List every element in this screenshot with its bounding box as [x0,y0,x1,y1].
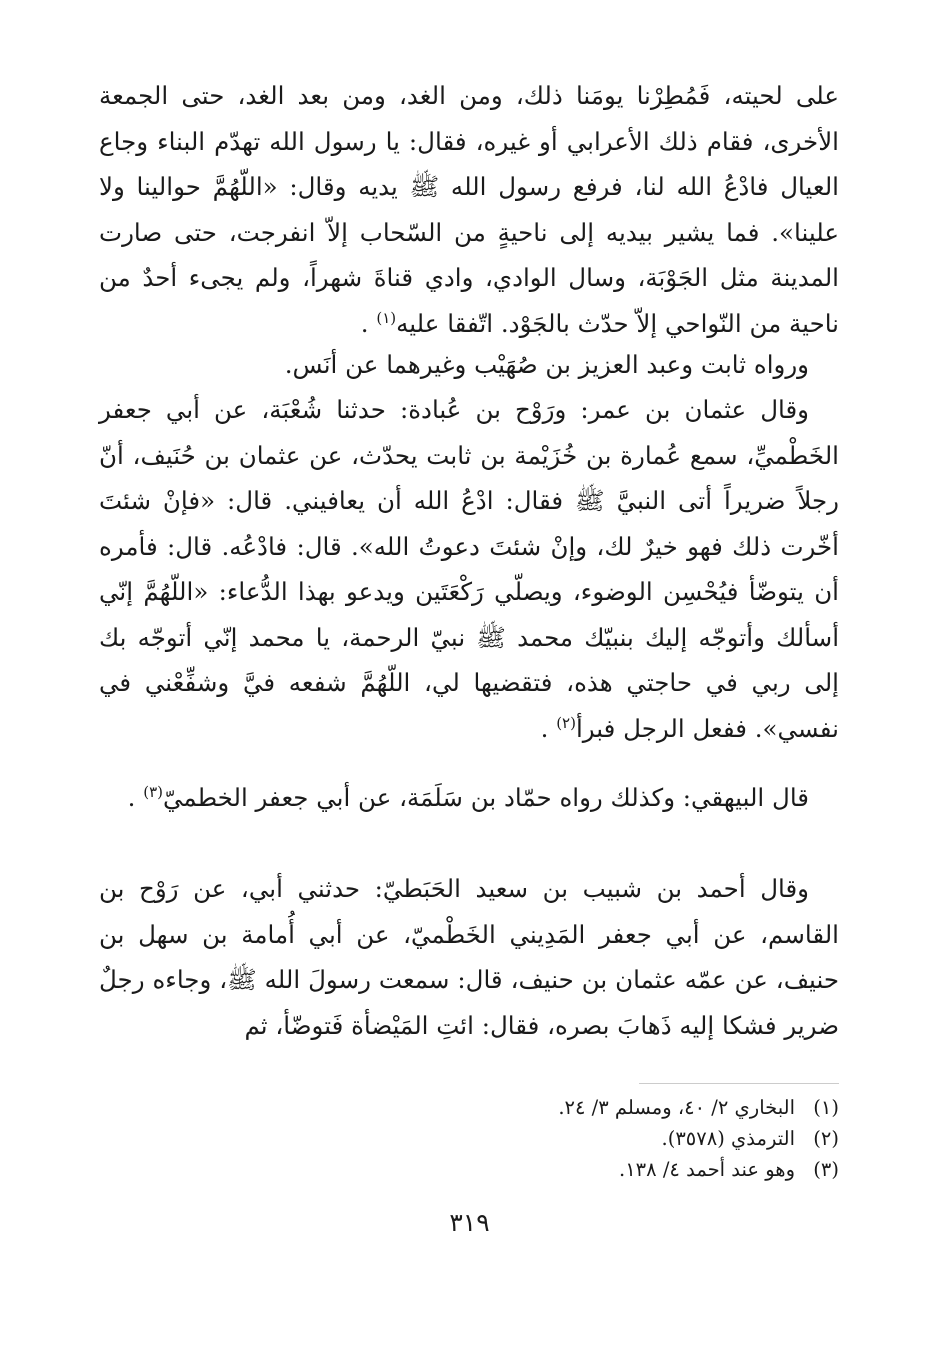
body-paragraph-2 [99,342,839,388]
footnote-ref-3: (٣) [143,782,163,801]
footnote-number: (١) [813,1096,839,1119]
footnote-number: (٢) [813,1127,839,1150]
paragraph-text: قال البيهقي: وكذلك رواه حمّاد بن سَلَمَة، عن أبي جعفر الخطميّ [162,783,809,812]
page-number: ٣١٩ [449,1208,490,1237]
footnote-text: وهو عند أحمد ٤/ ١٣٨. [619,1158,795,1181]
footnote-divider [639,1083,839,1084]
body-paragraph-1 [99,73,839,346]
paragraph-text: وقال أحمد بن شبيب بن سعيد الحَبَطيّ: حدثني أبي، عن رَوْح بن القاسم، عن أبي جعفر المَدِيني الخَطْميّ، عن أبي أُمامة بن سهل بن حنيف، عن عمّه عثمان بن حنيف، قال: سمعت رسولَ الله ﷺ، وجاءه رجلٌ ضرير فشكا إليه ذَهابَ بصره، فقال: ائتِ المَيْضأة فَتوضّأ، ثم [99,874,839,1040]
body-paragraph-4 [99,775,839,821]
paragraph-text: على لحيته، فَمُطِرْنا يومَنا ذلك، ومن الغد، ومن بعد الغد، حتى الجمعة الأخرى، فقام ذلك الأعرابي أو غيره، فقال: يا رسول الله تهدّم البناء وجاع العيال فادْعُ الله لنا، فرفع رسول الله ﷺ يديه وقال: «اللّهُمَّ حوالينا ولا علينا». فما يشير بيديه إلى ناحيةٍ من السّحاب إلاّ انفرجت، حتى صارت المدينة مثل الجَوْبَة، وسال الوادي، وادي قناةَ شهراً، ولم يجىء أحدٌ من ناحية من النّواحي إلاّ حدّث بالجَوْد. اتّفقا عليه [99,81,839,338]
paragraph-tail: . [360,308,377,338]
footnote-2 [99,1123,839,1154]
footnote-1 [99,1092,839,1123]
footnote-number: (٣) [813,1158,839,1181]
footnote-3 [99,1154,839,1185]
paragraph-text: وقال عثمان بن عمر: ورَوْح بن عُبادة: حدثنا شُعْبَة، عن أبي جعفر الخَطْميِّ، سمع عُمارة بن خُزَيْمة بن ثابت يحدّث، عن عثمان بن حُنَيف، أنّ رجلاً ضريراً أتى النبيَّ ﷺ فقال: ادْعُ الله أن يعافيني. قال: «فإنْ شئتَ أخّرت ذلك فهو خيرٌ لك، وإنْ شئتَ دعوتُ الله». قال: فادْعُه. قال: فأمره أن يتوضّأ فيُحْسِن الوضوء، ويصلّي رَكْعَتَين ويدعو بهذا الدُّعاء: «اللّهُمَّ إنّي أسألك وأتوجّه إليك بنبيّك محمد ﷺ نبيّ الرحمة، يا محمد إنّي أتوجّه بك إلى ربي في حاجتي هذه، فتقضيها لي، اللّهُمَّ شفعه فيَّ وشفِّعْني في نفسي». ففعل الرجل فبرأ [99,395,839,743]
footnotes [99,1092,839,1185]
paragraph-tail: . [540,713,557,743]
footnote-ref-1: (١) [376,308,397,327]
footnote-text: البخاري ٢/ ٤٠، ومسلم ٣/ ٢٤. [558,1096,795,1119]
body-paragraph-5 [99,866,839,1048]
footnote-text: الترمذي (٣٥٧٨). [661,1127,795,1150]
paragraph-tail: . [127,783,144,812]
paragraph-text: ورواه ثابت وعبد العزيز بن صُهَيْب وغيرهما عن أنَس. [284,350,809,379]
footnote-ref-2: (٢) [556,713,576,732]
body-paragraph-3 [99,387,839,751]
